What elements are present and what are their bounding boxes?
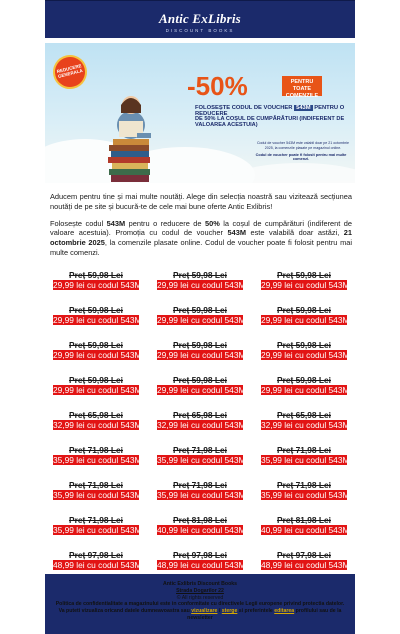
product-card[interactable] bbox=[157, 410, 246, 430]
product-card[interactable] bbox=[157, 270, 246, 290]
discount-price[interactable]: 29,99 lei cu codul 543M bbox=[261, 350, 350, 360]
product-row bbox=[53, 410, 349, 436]
old-price: Preț 59,98 Lei bbox=[68, 270, 123, 280]
discount-price[interactable]: 48,99 lei cu codul 543M bbox=[53, 560, 142, 570]
footer-address[interactable]: Strada Dogarilor 22 bbox=[176, 587, 224, 594]
product-card[interactable] bbox=[53, 270, 142, 290]
discount-price[interactable]: 35,99 lei cu codul 543M bbox=[53, 525, 142, 535]
discount-price[interactable]: 48,99 lei cu codul 543M bbox=[261, 560, 350, 570]
old-price: Preț 59,98 Lei bbox=[276, 270, 331, 280]
delete-data-link[interactable]: sterge bbox=[221, 608, 238, 614]
product-card[interactable] bbox=[261, 340, 350, 360]
discount-percent: -50% bbox=[187, 71, 248, 101]
product-row bbox=[53, 375, 349, 401]
old-price: Preț 59,98 Lei bbox=[172, 375, 227, 385]
discount-price[interactable]: 32,99 lei cu codul 543M bbox=[261, 420, 350, 430]
intro-paragraph-1: Aducem pentru tine și mai multe noutăți. Alege din selecția noastră sau vizitează secțiunea noutăți de pe site și bucură-te de cele mai bune oferte Antic Exlibris! bbox=[50, 192, 352, 211]
old-price: Preț 65,98 Lei bbox=[172, 410, 227, 420]
old-price: Preț 59,98 Lei bbox=[172, 305, 227, 315]
discount-badge: REDUCERE GENERALA bbox=[49, 51, 90, 92]
discount-price[interactable]: 29,99 lei cu codul 543M bbox=[157, 385, 246, 395]
old-price: Preț 59,98 Lei bbox=[276, 305, 331, 315]
old-price: Preț 97,98 Lei bbox=[68, 550, 123, 560]
old-price: Preț 71,98 Lei bbox=[172, 445, 227, 455]
voucher-code: 543M bbox=[296, 105, 311, 111]
product-card[interactable] bbox=[261, 270, 350, 290]
discount-price[interactable]: 29,99 lei cu codul 543M bbox=[261, 280, 350, 290]
discount-price[interactable]: 29,99 lei cu codul 543M bbox=[157, 315, 246, 325]
discount-price[interactable]: 35,99 lei cu codul 543M bbox=[157, 490, 246, 500]
discount-price[interactable]: 48,99 lei cu codul 543M bbox=[157, 560, 246, 570]
old-price: Preț 71,98 Lei bbox=[68, 515, 123, 525]
discount-price[interactable]: 29,99 lei cu codul 543M bbox=[157, 280, 246, 290]
edit-profile-link[interactable]: editarea bbox=[274, 608, 295, 614]
product-row bbox=[53, 305, 349, 331]
product-row bbox=[53, 480, 349, 506]
product-card[interactable] bbox=[157, 340, 246, 360]
old-price: Preț 59,98 Lei bbox=[172, 340, 227, 350]
old-price: Preț 81,98 Lei bbox=[276, 515, 331, 525]
product-card[interactable] bbox=[157, 305, 246, 325]
voucher-multi-use: Codul de voucher poate fi folosit pentru mai multe comenzi. bbox=[255, 153, 347, 161]
discount-price[interactable]: 29,99 lei cu codul 543M bbox=[53, 280, 142, 290]
product-card[interactable] bbox=[261, 550, 350, 570]
promo-banner[interactable] bbox=[45, 43, 355, 183]
old-price: Preț 71,98 Lei bbox=[276, 445, 331, 455]
discount-price[interactable]: 40,99 lei cu codul 543M bbox=[157, 525, 246, 535]
discount-price[interactable]: 29,99 lei cu codul 543M bbox=[261, 315, 350, 325]
product-card[interactable] bbox=[261, 305, 350, 325]
old-price: Preț 59,98 Lei bbox=[276, 340, 331, 350]
intro-text bbox=[50, 192, 352, 265]
footer-company: Antic Exlibris Discount Books bbox=[162, 581, 238, 587]
old-price: Preț 59,98 Lei bbox=[276, 375, 331, 385]
product-card[interactable] bbox=[157, 480, 246, 500]
old-price: Preț 59,98 Lei bbox=[68, 305, 123, 315]
old-price: Preț 97,98 Lei bbox=[172, 550, 227, 560]
reading-girl-illustration bbox=[101, 83, 159, 183]
old-price: Preț 71,98 Lei bbox=[276, 480, 331, 490]
old-price: Preț 65,98 Lei bbox=[68, 410, 123, 420]
intro-paragraph-2: Folosește codul 543M pentru o reducere de 50% la coșul de cumpărături (indiferent de valoare acestuia). Promoția cu codul de voucher 543M este valabilă doar astăzi, 21 octombrie 2025, la comenzile plasate online. Codul de voucher poate fi folosit pentru mai multe comenzi. bbox=[50, 218, 353, 257]
product-card[interactable] bbox=[53, 410, 142, 430]
product-card[interactable] bbox=[261, 515, 350, 535]
old-price: Preț 71,98 Lei bbox=[172, 480, 227, 490]
discount-price[interactable]: 35,99 lei cu codul 543M bbox=[53, 455, 142, 465]
discount-price[interactable]: 35,99 lei cu codul 543M bbox=[53, 490, 142, 500]
product-card[interactable] bbox=[53, 515, 142, 535]
old-price: Preț 59,98 Lei bbox=[172, 270, 227, 280]
footer-policy: Politica de confidentialitate a magazinului este in conformitate cu directivele Legii europene privind protectia datelor. Va puteti vizualiza oricand datele dumneavoastra sau vizualizare / sterge si preferintele editarea profilului sau de la newsletter bbox=[55, 601, 345, 621]
brand-logo[interactable]: Antic ExLibris bbox=[159, 11, 241, 26]
old-price: Preț 65,98 Lei bbox=[276, 410, 331, 420]
product-card[interactable] bbox=[53, 305, 142, 325]
discount-price[interactable]: 29,99 lei cu codul 543M bbox=[53, 385, 142, 395]
product-card[interactable] bbox=[53, 375, 142, 395]
product-card[interactable] bbox=[261, 480, 350, 500]
product-card[interactable] bbox=[53, 480, 142, 500]
product-card[interactable] bbox=[261, 445, 350, 465]
product-card[interactable] bbox=[157, 445, 246, 465]
discount-price[interactable]: 35,99 lei cu codul 543M bbox=[261, 455, 350, 465]
product-row bbox=[53, 515, 349, 541]
product-card[interactable] bbox=[157, 550, 246, 570]
product-row bbox=[53, 270, 349, 296]
product-row bbox=[53, 340, 349, 366]
voucher-line-2: DE 50% LA COȘUL DE CUMPĂRĂTURI (INDIFERENT DE VALOAREA ACESTUIA) bbox=[195, 116, 345, 128]
footer bbox=[45, 574, 355, 634]
discount-scope: PENTRU TOATE COMENZILE bbox=[282, 76, 322, 96]
product-card[interactable] bbox=[157, 375, 246, 395]
product-card[interactable] bbox=[53, 340, 142, 360]
footer-rights: © All rights reserved bbox=[176, 594, 224, 601]
view-data-link[interactable]: vizualizare bbox=[191, 608, 218, 614]
voucher-validity: Codul de voucher 543M este valabil doar pe 21 octombrie 2025, la comenzile plasate pe magazinul online. bbox=[256, 141, 350, 150]
discount-price[interactable]: 32,99 lei cu codul 543M bbox=[157, 420, 246, 430]
discount-price[interactable]: 29,99 lei cu codul 543M bbox=[261, 385, 350, 395]
discount-price[interactable]: 35,99 lei cu codul 543M bbox=[157, 455, 246, 465]
product-card[interactable] bbox=[261, 410, 350, 430]
product-row bbox=[53, 445, 349, 471]
product-card[interactable] bbox=[53, 550, 142, 570]
discount-price[interactable]: 29,99 lei cu codul 543M bbox=[53, 350, 142, 360]
brand-tagline: DISCOUNT BOOKS bbox=[165, 28, 235, 33]
product-card[interactable] bbox=[53, 445, 142, 465]
old-price: Preț 59,98 Lei bbox=[68, 375, 123, 385]
discount-price[interactable]: 35,99 lei cu codul 543M bbox=[261, 490, 350, 500]
product-row bbox=[53, 550, 349, 576]
header-bar bbox=[45, 0, 355, 38]
discount-price[interactable]: 29,99 lei cu codul 543M bbox=[53, 315, 142, 325]
product-card[interactable] bbox=[261, 375, 350, 395]
discount-price[interactable]: 40,99 lei cu codul 543M bbox=[261, 525, 350, 535]
voucher-line: FOLOSEȘTE CODUL DE VOUCHER 543M PENTRU O REDUCERE bbox=[195, 105, 345, 117]
old-price: Preț 81,98 Lei bbox=[172, 515, 227, 525]
product-card[interactable] bbox=[157, 515, 246, 535]
old-price: Preț 71,98 Lei bbox=[68, 480, 123, 490]
discount-price[interactable]: 29,99 lei cu codul 543M bbox=[157, 350, 246, 360]
old-price: Preț 71,98 Lei bbox=[68, 445, 123, 455]
old-price: Preț 97,98 Lei bbox=[276, 550, 331, 560]
discount-price[interactable]: 32,99 lei cu codul 543M bbox=[53, 420, 142, 430]
old-price: Preț 59,98 Lei bbox=[68, 340, 123, 350]
